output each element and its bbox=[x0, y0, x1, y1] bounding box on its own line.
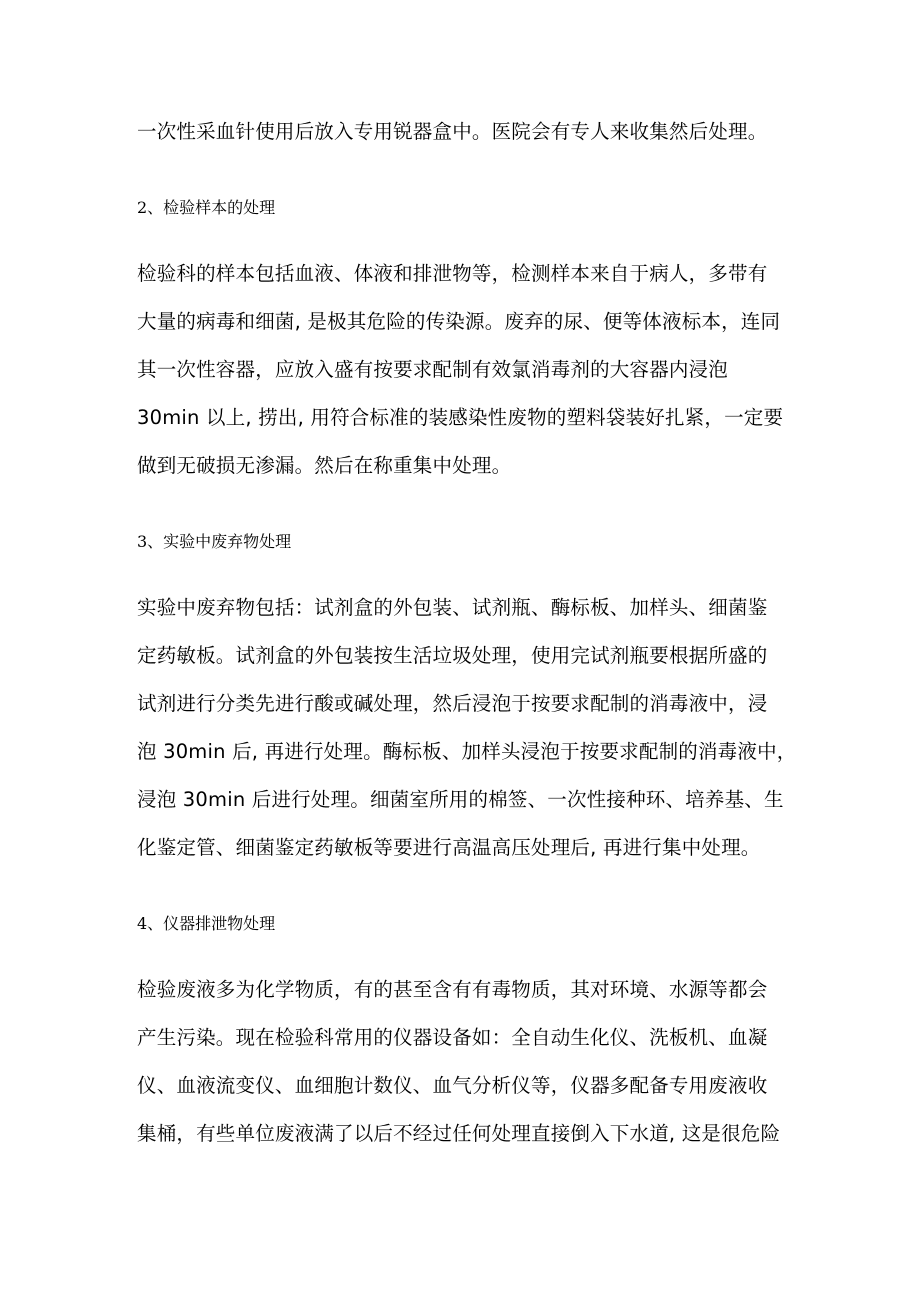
paragraph-line: 集桶，有些单位废液满了以后不经过任何处理直接倒入下水道, 这是很危险 bbox=[137, 1122, 781, 1145]
paragraph-line: 检验废液多为化学物质，有的甚至含有有毒物质，其对环境、水源等都会 bbox=[137, 978, 768, 1001]
paragraph-line: 定药敏板。试剂盒的外包装按生活垃圾处理，使用完试剂瓶要根据所盛的 bbox=[137, 644, 768, 667]
section-heading-3: 3、实验中废弃物处理 bbox=[137, 532, 292, 551]
paragraph-line: 仪、血液流变仪、血细胞计数仪、血气分析仪等，仪器多配备专用废液收 bbox=[137, 1074, 768, 1097]
paragraph-line: 浸泡 30min 后进行处理。细菌室所用的棉签、一次性接种环、培养基、生 bbox=[137, 788, 784, 811]
paragraph-line: 30min 以上, 捞出, 用符合标准的装感染性废物的塑料袋装好扎紧，一定要 bbox=[137, 406, 784, 429]
section-heading-4: 4、仪器排泄物处理 bbox=[137, 914, 276, 933]
paragraph-line: 产生污染。现在检验科常用的仪器设备如：全自动生化仪、洗板机、血凝 bbox=[137, 1026, 768, 1049]
paragraph-line: 实验中废弃物包括：试剂盒的外包装、试剂瓶、酶标板、加样头、细菌鉴 bbox=[137, 596, 768, 619]
paragraph-line: 大量的病毒和细菌, 是极其危险的传染源。废弃的尿、便等体液标本，连同 bbox=[137, 310, 781, 333]
paragraph-line: 化鉴定管、细菌鉴定药敏板等要进行高温高压处理后, 再进行集中处理。 bbox=[137, 836, 761, 859]
paragraph-line: 试剂进行分类先进行酸或碱处理，然后浸泡于按要求配制的消毒液中，浸 bbox=[137, 692, 768, 715]
paragraph-line: 检验科的样本包括血液、体液和排泄物等，检测样本来自于病人，多带有 bbox=[137, 262, 768, 285]
paragraph-line: 其一次性容器，应放入盛有按要求配制有效氯消毒剂的大容器内浸泡 bbox=[137, 358, 729, 381]
paragraph-line: 一次性采血针使用后放入专用锐器盒中。医院会有专人来收集然后处理。 bbox=[137, 120, 768, 143]
paragraph-line: 泡 30min 后, 再进行处理。酶标板、加样头浸泡于按要求配制的消毒液中， bbox=[137, 740, 797, 763]
section-heading-2: 2、检验样本的处理 bbox=[137, 198, 276, 217]
paragraph-line: 做到无破损无渗漏。然后在称重集中处理。 bbox=[137, 454, 512, 477]
